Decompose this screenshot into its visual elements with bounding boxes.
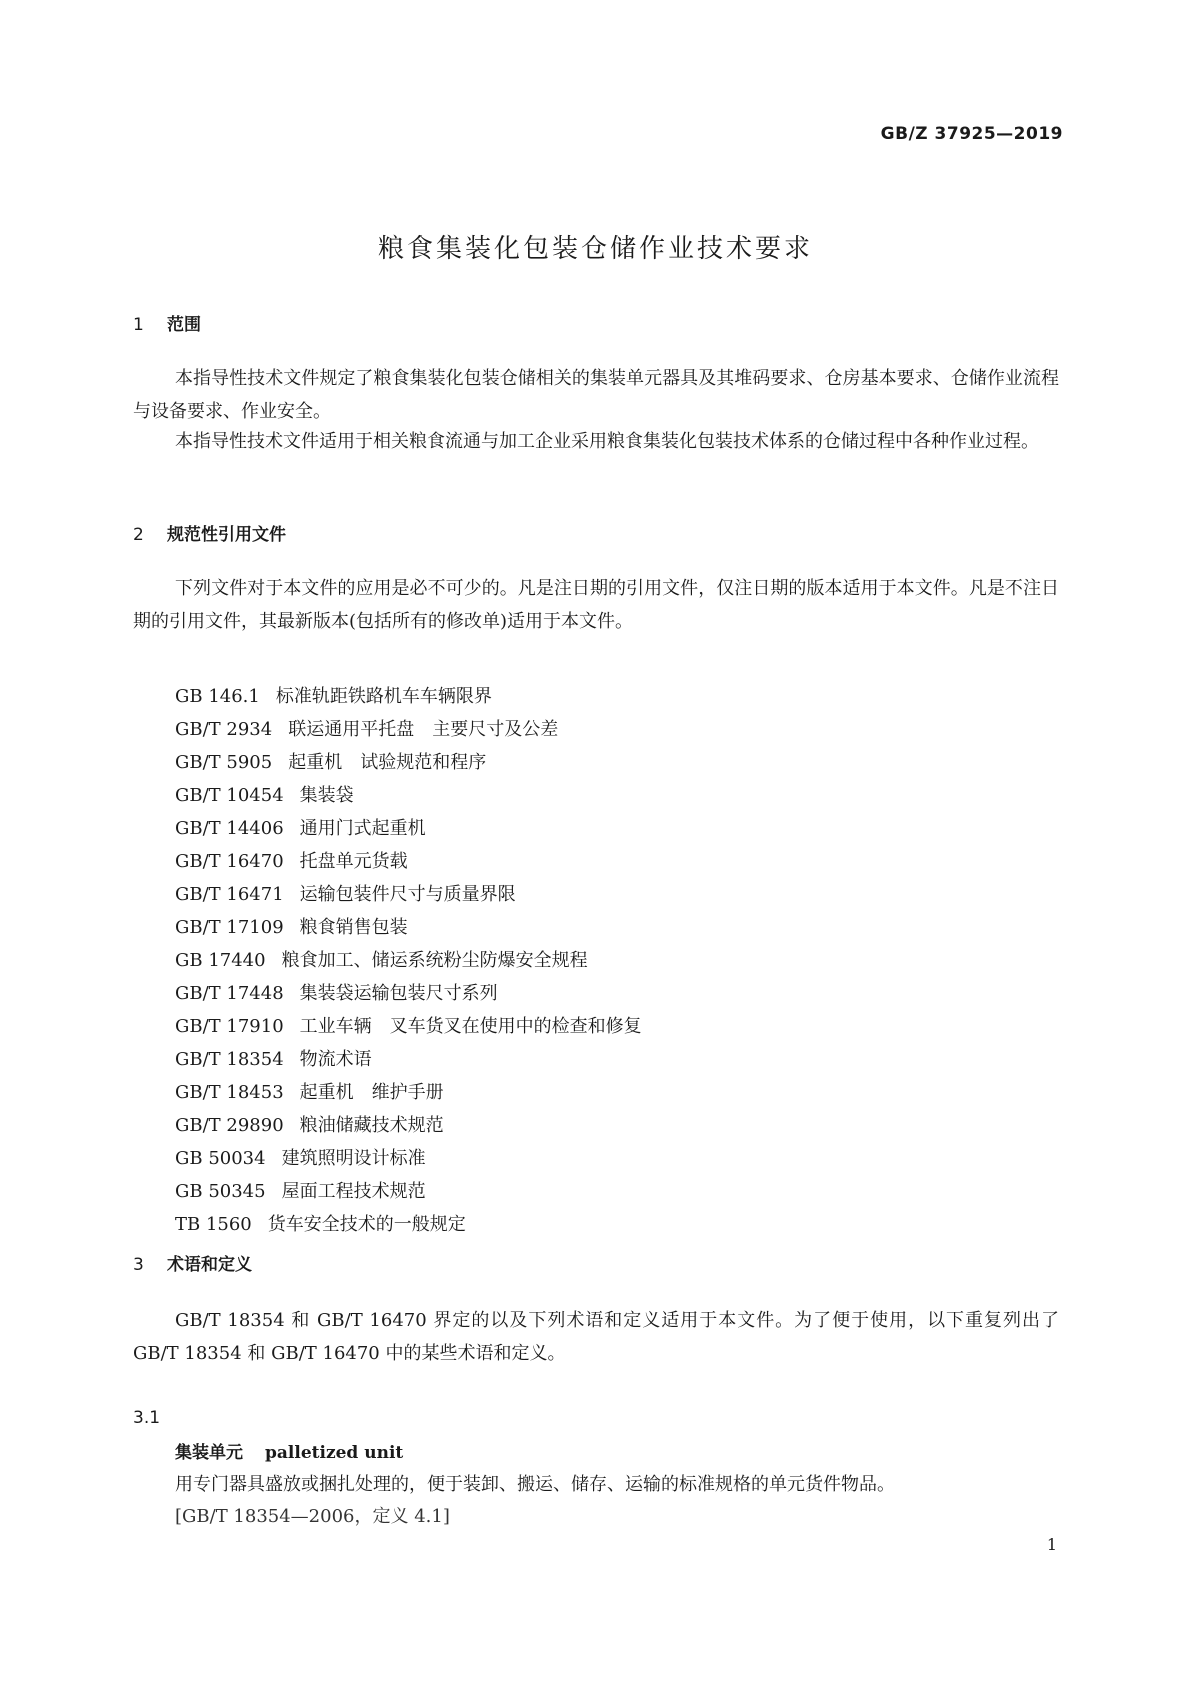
reference-code: GB 17440 (175, 950, 266, 971)
reference-title: 屋面工程技术规范 (281, 1181, 426, 1202)
reference-code: GB/T 10454 (175, 785, 284, 806)
reference-code: GB/T 29890 (175, 1115, 284, 1136)
reference-code: GB/T 18453 (175, 1082, 284, 1103)
page-number: 1 (1046, 1535, 1057, 1554)
section-heading-normative-references (133, 520, 286, 545)
reference-code: GB/T 17448 (175, 983, 284, 1004)
reference-title: 物流术语 (299, 1049, 372, 1070)
term-number: 3.1 (133, 1408, 161, 1428)
section-title: 规范性引用文件 (167, 525, 286, 545)
reference-item (175, 713, 642, 746)
reference-item (175, 944, 642, 977)
reference-title: 粮食加工、储运系统粉尘防爆安全规程 (281, 950, 588, 971)
reference-item (175, 977, 642, 1010)
reference-list (175, 680, 642, 1241)
reference-item (175, 1208, 642, 1241)
reference-item (175, 845, 642, 878)
reference-item (175, 1142, 642, 1175)
normative-references-intro: 下列文件对于本文件的应用是必不可少的。凡是注日期的引用文件，仅注日期的版本适用于本文件。凡是不注日期的引用文件，其最新版本(包括所有的修改单)适用于本文件。 (133, 578, 1059, 632)
reference-item (175, 680, 642, 713)
reference-title: 起重机 维护手册 (299, 1082, 444, 1103)
reference-code: GB/T 14406 (175, 818, 284, 839)
document-title: 粮食集装化包装仓储作业技术要求 (377, 234, 813, 264)
reference-item (175, 779, 642, 812)
section-title: 术语和定义 (167, 1255, 252, 1275)
scope-paragraph-1: 本指导性技术文件规定了粮食集装化包装仓储相关的集装单元器具及其堆码要求、仓房基本要求、仓储作业流程与设备要求、作业安全。 (133, 368, 1059, 422)
reference-title: 起重机 试验规范和程序 (288, 752, 487, 773)
term-name-chinese: 集装单元 (175, 1443, 243, 1463)
term-source: [GB/T 18354—2006，定义 4.1] (175, 1506, 450, 1527)
reference-title: 标准轨距铁路机车车辆限界 (275, 686, 492, 707)
standard-number: GB/Z 37925—2019 (880, 124, 1063, 144)
reference-item (175, 878, 642, 911)
section-heading-terms-definitions (133, 1250, 252, 1275)
reference-item (175, 746, 642, 779)
reference-item (175, 812, 642, 845)
reference-code: GB/T 2934 (175, 719, 273, 740)
reference-code: GB 50034 (175, 1148, 266, 1169)
reference-title: 粮油储藏技术规范 (299, 1115, 444, 1136)
reference-item (175, 1076, 642, 1109)
reference-code: GB/T 18354 (175, 1049, 284, 1070)
reference-title: 工业车辆 叉车货叉在使用中的检查和修复 (299, 1016, 642, 1037)
section-number: 3 (133, 1255, 144, 1275)
reference-title: 建筑照明设计标准 (281, 1148, 426, 1169)
reference-title: 集装袋 (299, 785, 354, 806)
reference-code: GB/T 5905 (175, 752, 273, 773)
reference-code: GB/T 17109 (175, 917, 284, 938)
reference-title: 托盘单元货载 (299, 851, 408, 872)
section-number: 1 (133, 315, 144, 335)
reference-item (175, 1043, 642, 1076)
section-heading-scope (133, 310, 201, 335)
reference-title: 通用门式起重机 (299, 818, 426, 839)
reference-code: GB 146.1 (175, 686, 260, 707)
term-name (175, 1438, 403, 1463)
reference-title: 集装袋运输包装尺寸系列 (299, 983, 498, 1004)
reference-code: GB/T 16471 (175, 884, 284, 905)
scope-paragraph-2: 本指导性技术文件适用于相关粮食流通与加工企业采用粮食集装化包装技术体系的仓储过程中各种作业过程。 (175, 431, 1039, 452)
reference-title: 粮食销售包装 (299, 917, 408, 938)
reference-title: 货车安全技术的一般规定 (267, 1214, 466, 1235)
reference-item (175, 1109, 642, 1142)
term-name-english: palletized unit (265, 1443, 404, 1463)
reference-code: TB 1560 (175, 1214, 252, 1235)
reference-item (175, 911, 642, 944)
reference-item (175, 1010, 642, 1043)
reference-code: GB 50345 (175, 1181, 266, 1202)
terms-intro: GB/T 18354 和 GB/T 16470 界定的以及下列术语和定义适用于本文件。为了便于使用，以下重复列出了 GB/T 18354 和 GB/T 16470 中的某些术语和定义。 (133, 1310, 1059, 1364)
reference-title: 联运通用平托盘 主要尺寸及公差 (288, 719, 559, 740)
reference-item (175, 1175, 642, 1208)
section-title: 范围 (167, 315, 201, 335)
reference-title: 运输包装件尺寸与质量界限 (299, 884, 516, 905)
reference-code: GB/T 16470 (175, 851, 284, 872)
term-definition: 用专门器具盛放或捆扎处理的，便于装卸、搬运、储存、运输的标准规格的单元货件物品。 (175, 1474, 895, 1495)
section-number: 2 (133, 525, 144, 545)
reference-code: GB/T 17910 (175, 1016, 284, 1037)
